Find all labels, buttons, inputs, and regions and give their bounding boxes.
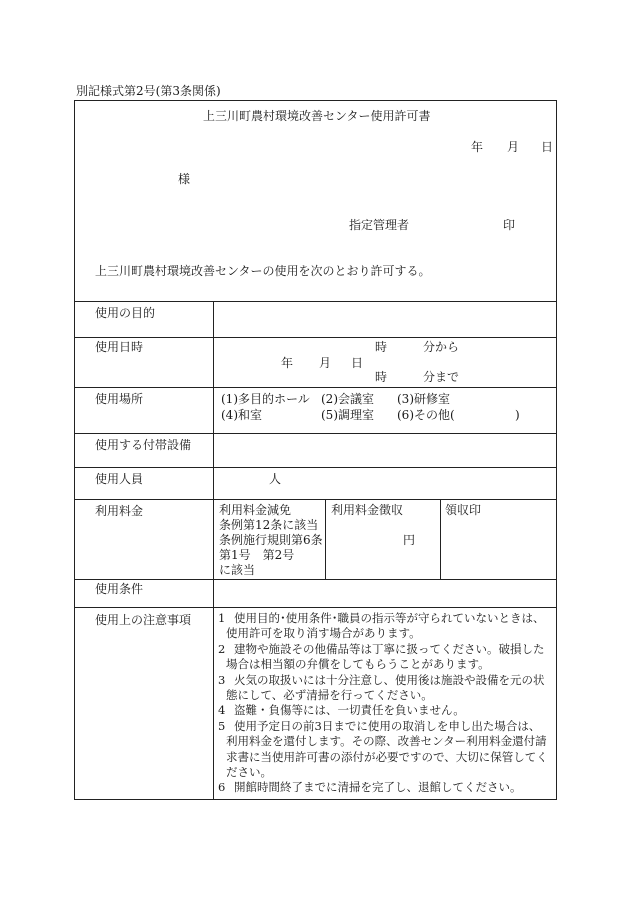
permit-form: [74, 100, 557, 800]
datetime-month: 月: [319, 356, 332, 370]
manager-seal: 印: [503, 218, 516, 232]
note-item: 4 盗難・負傷等には、一切責任を負いません。: [218, 703, 465, 718]
fee-exemption-line: 第1号 第2号: [219, 548, 295, 562]
fee-collection-label: 利用料金徴収: [331, 503, 404, 517]
row-divider: [75, 433, 556, 434]
row-divider: [75, 467, 556, 468]
place-option-cooking-room: (5)調理室: [321, 408, 374, 422]
datetime-hour-start: 時: [375, 340, 388, 354]
datetime-day: 日: [351, 356, 364, 370]
conditions-label: 使用条件: [95, 582, 144, 596]
equipment-label: 使用する付帯設備: [95, 438, 192, 452]
row-divider: [75, 499, 556, 500]
fee-exemption-line: 利用料金減免: [219, 503, 292, 517]
note-item: 6 開館時間終了までに清掃を完了し、退館してください。: [218, 780, 522, 795]
date-month: 月: [507, 140, 520, 154]
manager-label: 指定管理者: [349, 218, 410, 232]
addressee-suffix: 様: [178, 172, 191, 186]
datetime-label: 使用日時: [95, 340, 144, 354]
date-year: 年: [471, 140, 484, 154]
note-item: 2 建物や施設その他備品等は丁寧に扱ってください。破損した 場合は相当額の弁償をしてもらうことがあります。: [218, 641, 545, 672]
column-divider: [213, 301, 214, 799]
fee-exemption-line: に該当: [219, 563, 256, 577]
fee-exemption-line: 条例施行規則第6条: [219, 533, 323, 547]
note-item: 1 使用目的･使用条件･職員の指示等が守られていないときは、 使用許可を取り消す場合があります。: [218, 611, 545, 641]
fee-exemption-line: 条例第12条に該当: [219, 518, 319, 532]
permit-statement: 上三川町農村環境改善センターの使用を次のとおり許可する。: [95, 264, 431, 278]
row-divider: [75, 579, 556, 580]
place-option-other-close: ): [515, 408, 520, 422]
date-day: 日: [541, 140, 554, 154]
datetime-year: 年: [281, 356, 294, 370]
notes-label: 使用上の注意事項: [95, 613, 192, 627]
place-option-hall: (1)多目的ホール: [221, 392, 310, 406]
people-label: 使用人員: [95, 472, 144, 486]
datetime-hour-end: 時: [375, 370, 388, 384]
datetime-from: 分から: [423, 340, 460, 354]
row-divider: [75, 607, 556, 608]
people-unit: 人: [269, 472, 282, 486]
row-divider: [75, 301, 556, 302]
note-item: 3 火気の取扱いには十分注意し、使用後は施設や設備を元の状 態にして、必ず清掃を行ってください。: [218, 672, 545, 703]
row-divider: [75, 337, 556, 338]
fee-divider: [440, 499, 441, 579]
purpose-label: 使用の目的: [95, 306, 156, 320]
place-option-meeting-room: (2)会議室: [321, 392, 374, 406]
row-divider: [75, 387, 556, 388]
place-label: 使用場所: [95, 392, 144, 406]
fee-receipt-seal: 領収印: [445, 503, 482, 517]
place-option-training-room: (3)研修室: [397, 392, 450, 406]
form-title: 上三川町農村環境改善センター使用許可書: [203, 109, 431, 123]
note-item: 5 使用予定日の前3日までに使用の取消しを申し出た場合は、 利用料金を還付します。その際、改善センター利用料金還付請求書に当使用許可書の添付が必要ですので、大切に保管してください。: [218, 718, 548, 780]
fee-divider: [325, 499, 326, 579]
datetime-until: 分まで: [423, 370, 460, 384]
form-label: 別記様式第2号(第3条関係): [76, 84, 221, 98]
notes-list: [218, 611, 553, 796]
place-option-japanese-room: (4)和室: [221, 408, 262, 422]
fee-label: 利用料金: [95, 504, 144, 518]
place-option-other: (6)その他(: [397, 408, 455, 422]
fee-yen: 円: [403, 533, 416, 547]
